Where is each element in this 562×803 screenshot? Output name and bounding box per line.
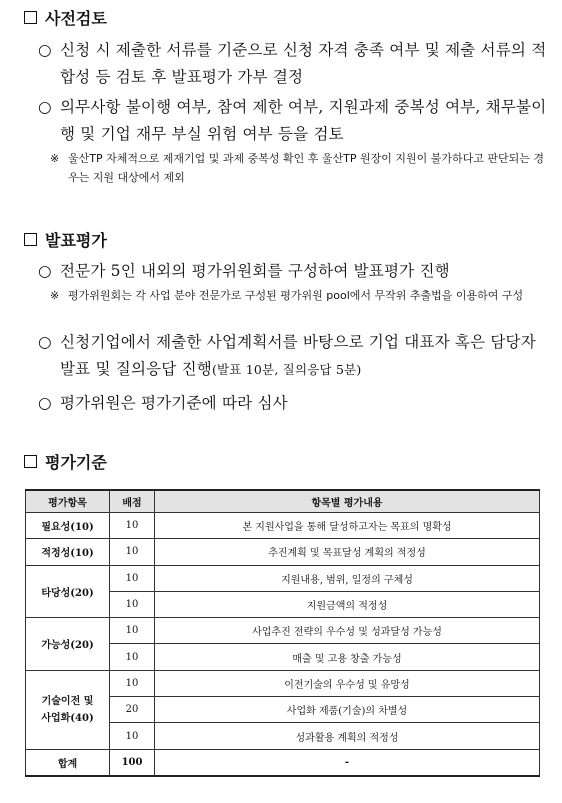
- list-item: [38, 258, 548, 285]
- section-heading-presentation: [24, 228, 107, 251]
- table-row: [26, 513, 540, 539]
- table-row: [26, 539, 540, 565]
- list-item-text: 전문가 5인 내외의 평가위원회를 구성하여 발표평가 진행: [60, 262, 450, 280]
- section-heading-criteria: [24, 450, 107, 473]
- table-row: [26, 565, 540, 591]
- reference-mark-icon: ※: [50, 152, 60, 165]
- evaluation-criteria-table: [25, 489, 540, 777]
- square-bullet-icon: [24, 455, 37, 468]
- note: [50, 286, 550, 305]
- score-cell: 10: [110, 670, 155, 696]
- score-cell: 10: [110, 591, 155, 617]
- criteria-name: 필요성(10): [26, 513, 110, 539]
- list-item: [38, 37, 548, 91]
- content-cell: 이전기술의 우수성 및 유망성: [155, 670, 540, 696]
- list-item-text: 신청 시 제출한 서류를 기준으로 신청 자격 충족 여부 및 제출 서류의 적합성 등 검토 후 발표평가 가부 결정: [60, 41, 547, 86]
- list-item: [38, 390, 548, 417]
- square-bullet-icon: [24, 11, 37, 24]
- content-cell: 성과활용 계획의 적정성: [155, 723, 540, 749]
- score-cell: 20: [110, 697, 155, 723]
- score-cell: 10: [110, 513, 155, 539]
- section-heading-pre-review: [24, 6, 107, 29]
- circle-bullet-icon: ○: [38, 333, 52, 351]
- circle-bullet-icon: ○: [38, 394, 52, 412]
- note-text: 평가위원회는 각 사업 분야 전문가로 구성된 평가위원 pool에서 무작위 추출법을 이용하여 구성: [68, 289, 524, 302]
- content-cell: 사업화 제품(기술)의 차별성: [155, 697, 540, 723]
- content-cell: 지원금액의 적정성: [155, 591, 540, 617]
- note: [50, 149, 550, 187]
- column-header: 배점: [110, 490, 155, 513]
- reference-mark-icon: ※: [50, 289, 60, 302]
- circle-bullet-icon: ○: [38, 98, 52, 116]
- score-cell: 10: [110, 618, 155, 644]
- criteria-name: 기술이전 및 사업화(40): [26, 670, 110, 749]
- score-cell: 10: [110, 723, 155, 749]
- section-title: 평가기준: [45, 453, 107, 472]
- content-cell: 본 지원사업을 통해 달성하고자는 목표의 명확성: [155, 513, 540, 539]
- content-cell: 지원내용, 범위, 일정의 구체성: [155, 565, 540, 591]
- score-cell: 10: [110, 565, 155, 591]
- score-cell: 10: [110, 644, 155, 670]
- total-label: 합계: [26, 749, 110, 776]
- table-row: [26, 618, 540, 644]
- list-item: [38, 94, 548, 148]
- section-title: 발표평가: [45, 231, 107, 250]
- square-bullet-icon: [24, 233, 37, 246]
- content-cell: 사업추진 전략의 우수성 및 성과달성 가능성: [155, 618, 540, 644]
- column-header: 평가항목: [26, 490, 110, 513]
- list-item-text: 신청기업에서 제출한 사업계획서를 바탕으로 기업 대표자 혹은 담당자 발표 및 질의응답 진행: [60, 333, 536, 378]
- list-item-text: 평가위원은 평가기준에 따라 심사: [60, 394, 288, 412]
- table-row: [26, 670, 540, 696]
- circle-bullet-icon: ○: [38, 262, 52, 280]
- section-title: 사전검토: [45, 9, 107, 28]
- circle-bullet-icon: ○: [38, 41, 52, 59]
- criteria-name: 가능성(20): [26, 618, 110, 671]
- score-cell: 10: [110, 539, 155, 565]
- criteria-name: 타당성(20): [26, 565, 110, 618]
- content-cell: 매출 및 고용 창출 가능성: [155, 644, 540, 670]
- column-header: 항목별 평가내용: [155, 490, 540, 513]
- list-item: [38, 329, 548, 383]
- total-content: -: [155, 749, 540, 776]
- content-cell: 추진계획 및 목표달성 계획의 적정성: [155, 539, 540, 565]
- criteria-name: 적정성(10): [26, 539, 110, 565]
- list-item-text: 의무사항 불이행 여부, 참여 제한 여부, 지원과제 중복성 여부, 채무불이행 및 기업 재무 부실 위험 여부 등을 검토: [60, 98, 547, 143]
- total-score: 100: [110, 749, 155, 776]
- note-text: 울산TP 자체적으로 제재기업 및 과제 중복성 확인 후 울산TP 원장이 지원이 불가하다고 판단되는 경우는 지원 대상에서 제외: [68, 152, 544, 184]
- table-total-row: [26, 749, 540, 776]
- table-header-row: [26, 490, 540, 513]
- list-item-subtext: (발표 10분, 질의응답 5분): [211, 362, 362, 377]
